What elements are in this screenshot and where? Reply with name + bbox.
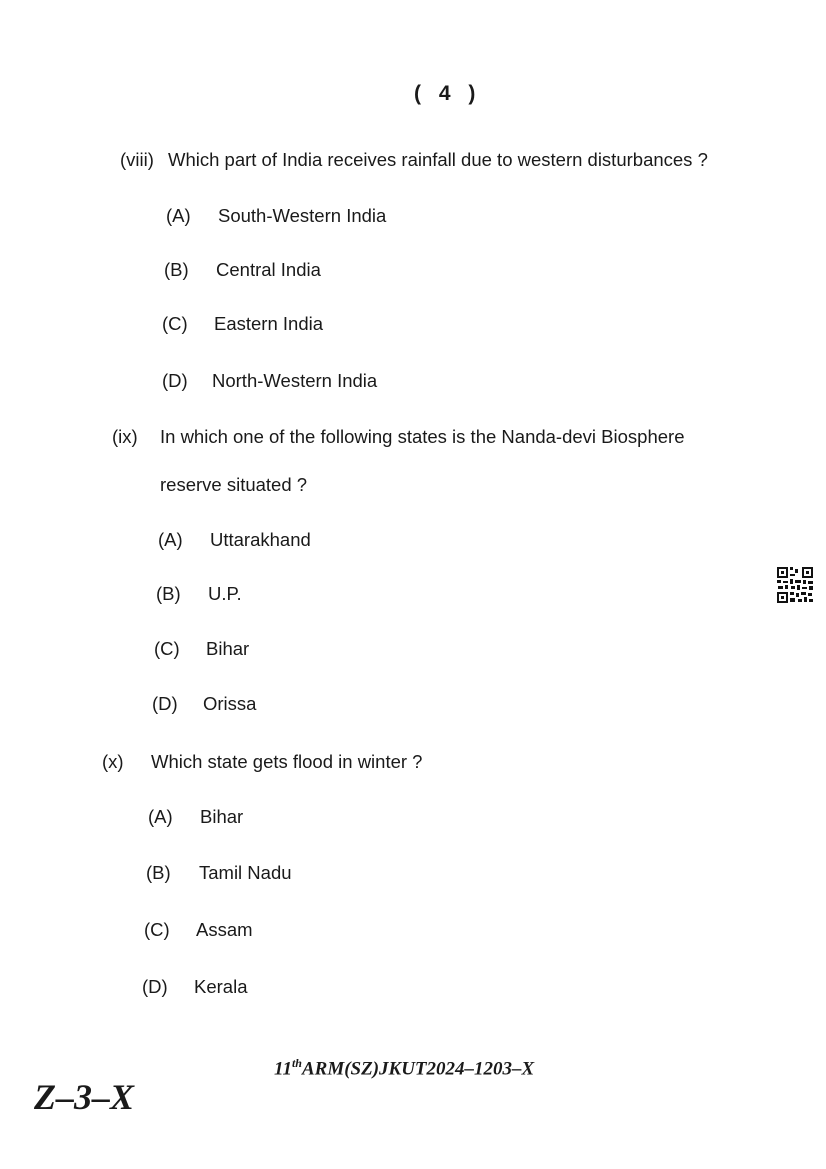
option-text: Central India bbox=[216, 259, 321, 280]
question-text: Which state gets flood in winter ? bbox=[151, 751, 423, 772]
option-letter: (A) bbox=[166, 205, 191, 226]
option-text: U.P. bbox=[208, 583, 242, 604]
option-text: Bihar bbox=[206, 638, 250, 659]
paper-code bbox=[274, 1056, 534, 1080]
paper-code-suffix: ARM(SZ)JKUT2024–1203–X bbox=[301, 1058, 535, 1080]
question-number: (ix) bbox=[112, 426, 138, 447]
option-letter: (A) bbox=[148, 806, 173, 827]
paper-code-prefix: 11 bbox=[274, 1058, 292, 1080]
option-letter: (C) bbox=[154, 638, 180, 659]
option-letter: (B) bbox=[164, 259, 189, 280]
option-text: Orissa bbox=[203, 693, 257, 714]
question-text: Which part of India receives rainfall due to western disturbances ? bbox=[168, 149, 708, 170]
option-text: North-Western India bbox=[212, 370, 378, 391]
question-viii bbox=[120, 149, 800, 173]
paper-code-superscript: th bbox=[291, 1056, 302, 1070]
question-x bbox=[102, 751, 602, 775]
option-letter: (B) bbox=[146, 862, 171, 883]
option-text: Eastern India bbox=[214, 313, 324, 334]
question-number: (viii) bbox=[120, 149, 154, 170]
option-letter: (C) bbox=[144, 919, 170, 940]
question-text-line1: In which one of the following states is the Nanda-devi Biosphere bbox=[160, 426, 685, 447]
option-text: Assam bbox=[196, 919, 253, 940]
option-text: Tamil Nadu bbox=[199, 862, 292, 883]
option-letter: (D) bbox=[152, 693, 178, 714]
option-text: Kerala bbox=[194, 976, 248, 997]
question-text-line2: reserve situated ? bbox=[160, 474, 308, 495]
page-number: ( 4 ) bbox=[414, 82, 482, 105]
option-text: South-Western India bbox=[218, 205, 387, 226]
question-ix bbox=[112, 426, 802, 496]
option-letter: (D) bbox=[142, 976, 168, 997]
option-letter: (C) bbox=[162, 313, 188, 334]
option-letter: (A) bbox=[158, 529, 183, 550]
series-code: Z–3–X bbox=[34, 1077, 135, 1117]
option-text: Bihar bbox=[200, 806, 244, 827]
option-letter: (D) bbox=[162, 370, 188, 391]
qr-code-icon bbox=[776, 566, 814, 604]
question-number: (x) bbox=[102, 751, 124, 772]
option-text: Uttarakhand bbox=[210, 529, 311, 550]
option-letter: (B) bbox=[156, 583, 181, 604]
